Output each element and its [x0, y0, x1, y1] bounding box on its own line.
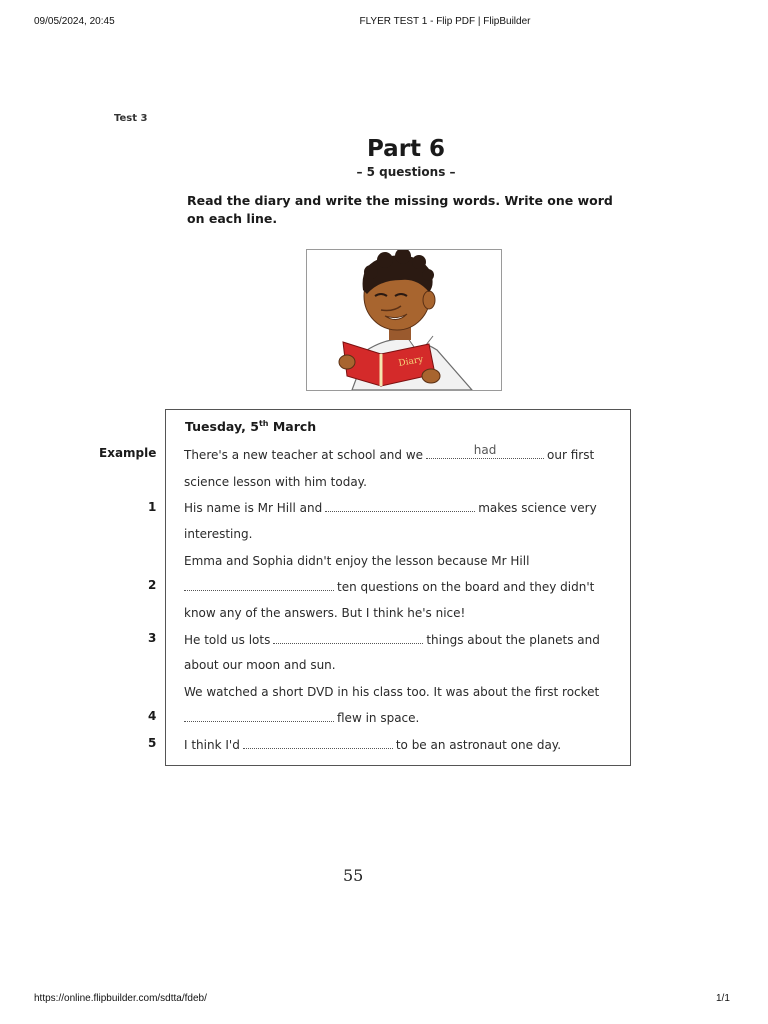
answer-blank-4[interactable] — [184, 711, 334, 722]
question-2-line: ten questions on the board and they didn't — [184, 579, 594, 595]
diary-title: Tuesday, 5th March — [185, 419, 317, 435]
example-label: Example — [99, 446, 157, 460]
example-line: There's a new teacher at school and we had our first — [184, 443, 595, 462]
instructions: Read the diary and write the missing words. Write one word on each line. — [187, 193, 613, 226]
diary-line: Emma and Sophia didn't enjoy the lesson because Mr Hill — [184, 554, 530, 568]
page-number: 55 — [343, 866, 364, 885]
diary-line: We watched a short DVD in his class too. It was about the first rocket — [184, 685, 600, 699]
question-number-4: 4 — [148, 709, 157, 723]
print-url: https://online.flipbuilder.com/sdtta/fdeb/ — [34, 993, 207, 1004]
print-page-title: FLYER TEST 1 - Flip PDF | FlipBuilder — [359, 16, 531, 27]
print-page-count: 1/1 — [716, 993, 730, 1004]
diary-line: science lesson with him today. — [184, 475, 367, 489]
question-number-2: 2 — [148, 578, 157, 592]
question-5-line: I think I'd to be an astronaut one day. — [184, 738, 562, 752]
example-answer: had — [473, 443, 497, 457]
question-number-3: 3 — [148, 631, 157, 645]
answer-blank-5[interactable] — [243, 738, 393, 749]
example-answer-blank — [426, 443, 544, 459]
print-datetime: 09/05/2024, 20:45 — [34, 16, 115, 27]
question-number-1: 1 — [148, 500, 157, 514]
diary-line: interesting. — [184, 527, 253, 541]
part-title: Part 6 — [366, 136, 446, 162]
answer-blank-2[interactable] — [184, 580, 334, 591]
test-label: Test 3 — [114, 113, 148, 124]
answer-blank-3[interactable] — [273, 633, 423, 644]
diary-line: about our moon and sun. — [184, 658, 336, 672]
question-1-line: His name is Mr Hill and makes science very — [184, 501, 597, 515]
boy-reading-diary-illustration — [306, 249, 502, 391]
part-subtitle: – 5 questions – — [356, 165, 456, 179]
diary-line: know any of the answers. But I think he's nice! — [184, 606, 466, 620]
book-label: Diary — [397, 354, 425, 369]
answer-blank-1[interactable] — [325, 501, 475, 512]
question-4-line: flew in space. — [184, 710, 419, 726]
question-3-line: He told us lots things about the planets and — [184, 633, 600, 647]
question-number-5: 5 — [148, 736, 157, 750]
